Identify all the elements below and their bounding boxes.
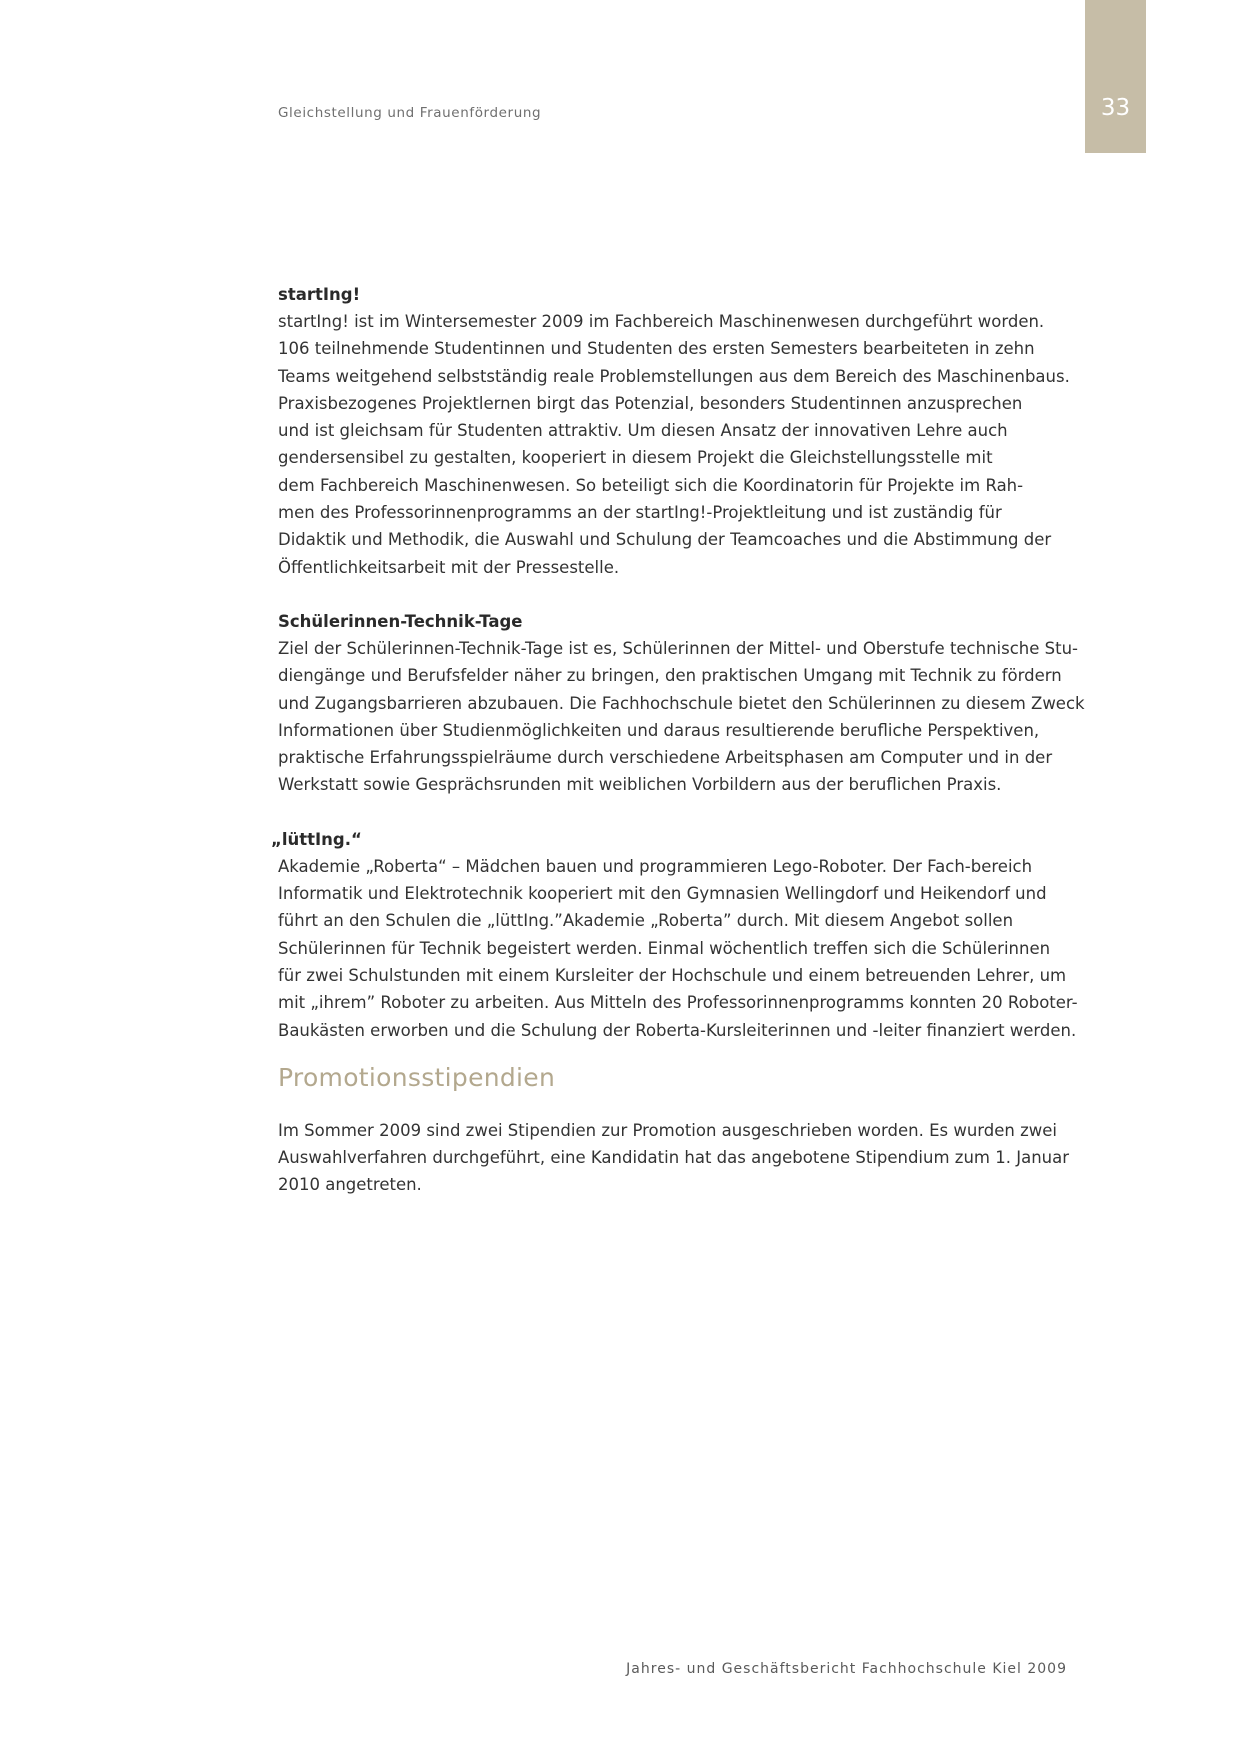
text-line: Praxisbezogenes Projektlernen birgt das Potenzial, besonders Studentinnen anzusprechen <box>278 393 1023 413</box>
spacer <box>278 581 1068 608</box>
section-heading: Promotionsstipendien <box>278 1062 556 1092</box>
running-header: Gleichstellung und Frauenförderung <box>278 105 542 121</box>
main-content <box>271 281 1085 1199</box>
section-promotion <box>278 1061 1068 1199</box>
text-line: Didaktik und Methodik, die Auswahl und Schulung der Teamcoaches und die Abstimmung der <box>278 530 1052 550</box>
text-line: für zwei Schulstunden mit einem Kursleiter der Hochschule und einem betreuenden Lehrer, um <box>278 965 1067 985</box>
text-line: Schülerinnen für Technik begeistert werden. Einmal wöchentlich treffen sich die Schülerinnen <box>278 938 1051 958</box>
text-line: dem Fachbereich Maschinenwesen. So beteiligt sich die Koordinatorin für Projekte im Rah- <box>278 475 1024 495</box>
section-title: Schülerinnen-Technik-Tage <box>278 611 523 631</box>
text-line: men des Professorinnenprogramms an der startIng!-Projektleitung und ist zuständig für <box>278 503 1002 523</box>
section-starting <box>278 281 1068 581</box>
text-line: Baukästen erworben und die Schulung der Roberta-Kursleiterinnen und -leiter finanziert werden. <box>278 1020 1077 1040</box>
section-title: „lüttIng.“ <box>271 829 362 849</box>
text-line: Akademie „Roberta“ – Mädchen bauen und programmieren Lego-Roboter. Der Fach-bereich <box>278 856 1033 876</box>
text-line: Auswahlverfahren durchgeführt, eine Kandidatin hat das angebotene Stipendium zum 1. Januar <box>278 1148 1070 1168</box>
section-body <box>278 635 1085 799</box>
section-body <box>278 308 1068 581</box>
section-body <box>278 1117 1068 1199</box>
text-line: Teams weitgehend selbstständig reale Problemstellungen aus dem Bereich des Maschinenbaus. <box>278 366 1070 386</box>
text-line: und Zugangsbarrieren abzubauen. Die Fachhochschule bietet den Schülerinnen zu diesem Zweck <box>278 693 1085 713</box>
text-line: und ist gleichsam für Studenten attraktiv. Um diesen Ansatz der innovativen Lehre auch <box>278 421 1008 441</box>
text-line: 106 teilnehmende Studentinnen und Studenten des ersten Semesters bearbeiteten in zehn <box>278 339 1035 359</box>
text-line: Informationen über Studienmöglichkeiten und daraus resultierende berufliche Perspektiven, <box>278 720 1040 740</box>
text-line: startIng! ist im Wintersemester 2009 im Fachbereich Maschinenwesen durchgeführt worden. <box>278 312 1045 331</box>
running-footer: Jahres- und Geschäftsbericht Fachhochschule Kiel 2009 <box>626 1661 1067 1677</box>
text-line: Werkstatt sowie Gesprächsrunden mit weiblichen Vorbildern aus der beruflichen Praxis. <box>278 775 1002 795</box>
section-title: startIng! <box>278 285 361 304</box>
text-line: führt an den Schulen die „lüttIng.”Akademie „Roberta” durch. Mit diesem Angebot sollen <box>278 911 1014 931</box>
text-line: mit „ihrem” Roboter zu arbeiten. Aus Mitteln des Professorinnenprogramms konnten 20 Roboter- <box>278 993 1078 1013</box>
text-line: diengänge und Berufsfelder näher zu bringen, den praktischen Umgang mit Technik zu fördern <box>278 666 1062 686</box>
text-line: 2010 angetreten. <box>278 1175 422 1195</box>
text-line: praktische Erfahrungsspielräume durch verschiedene Arbeitsphasen am Computer und in der <box>278 748 1053 768</box>
page-number: 33 <box>1100 95 1131 121</box>
spacer <box>278 799 1068 826</box>
text-line: Ziel der Schülerinnen-Technik-Tage ist es, Schülerinnen der Mittel- und Oberstufe technische Stu- <box>278 638 1079 658</box>
section-luetting <box>271 826 1078 1044</box>
text-line: gendersensibel zu gestalten, kooperiert in diesem Projekt die Gleichstellungsstelle mit <box>278 448 993 468</box>
text-line: Öffentlichkeitsarbeit mit der Pressestelle. <box>278 557 620 577</box>
text-line: Im Sommer 2009 sind zwei Stipendien zur Promotion ausgeschrieben worden. Es wurden zwei <box>278 1120 1058 1140</box>
section-technik-tage <box>278 608 1085 799</box>
text-line: Informatik und Elektrotechnik kooperiert mit den Gymnasien Wellingdorf und Heikendorf und <box>278 884 1047 904</box>
section-body <box>278 853 1078 1044</box>
page-number-tab <box>1085 0 1146 153</box>
